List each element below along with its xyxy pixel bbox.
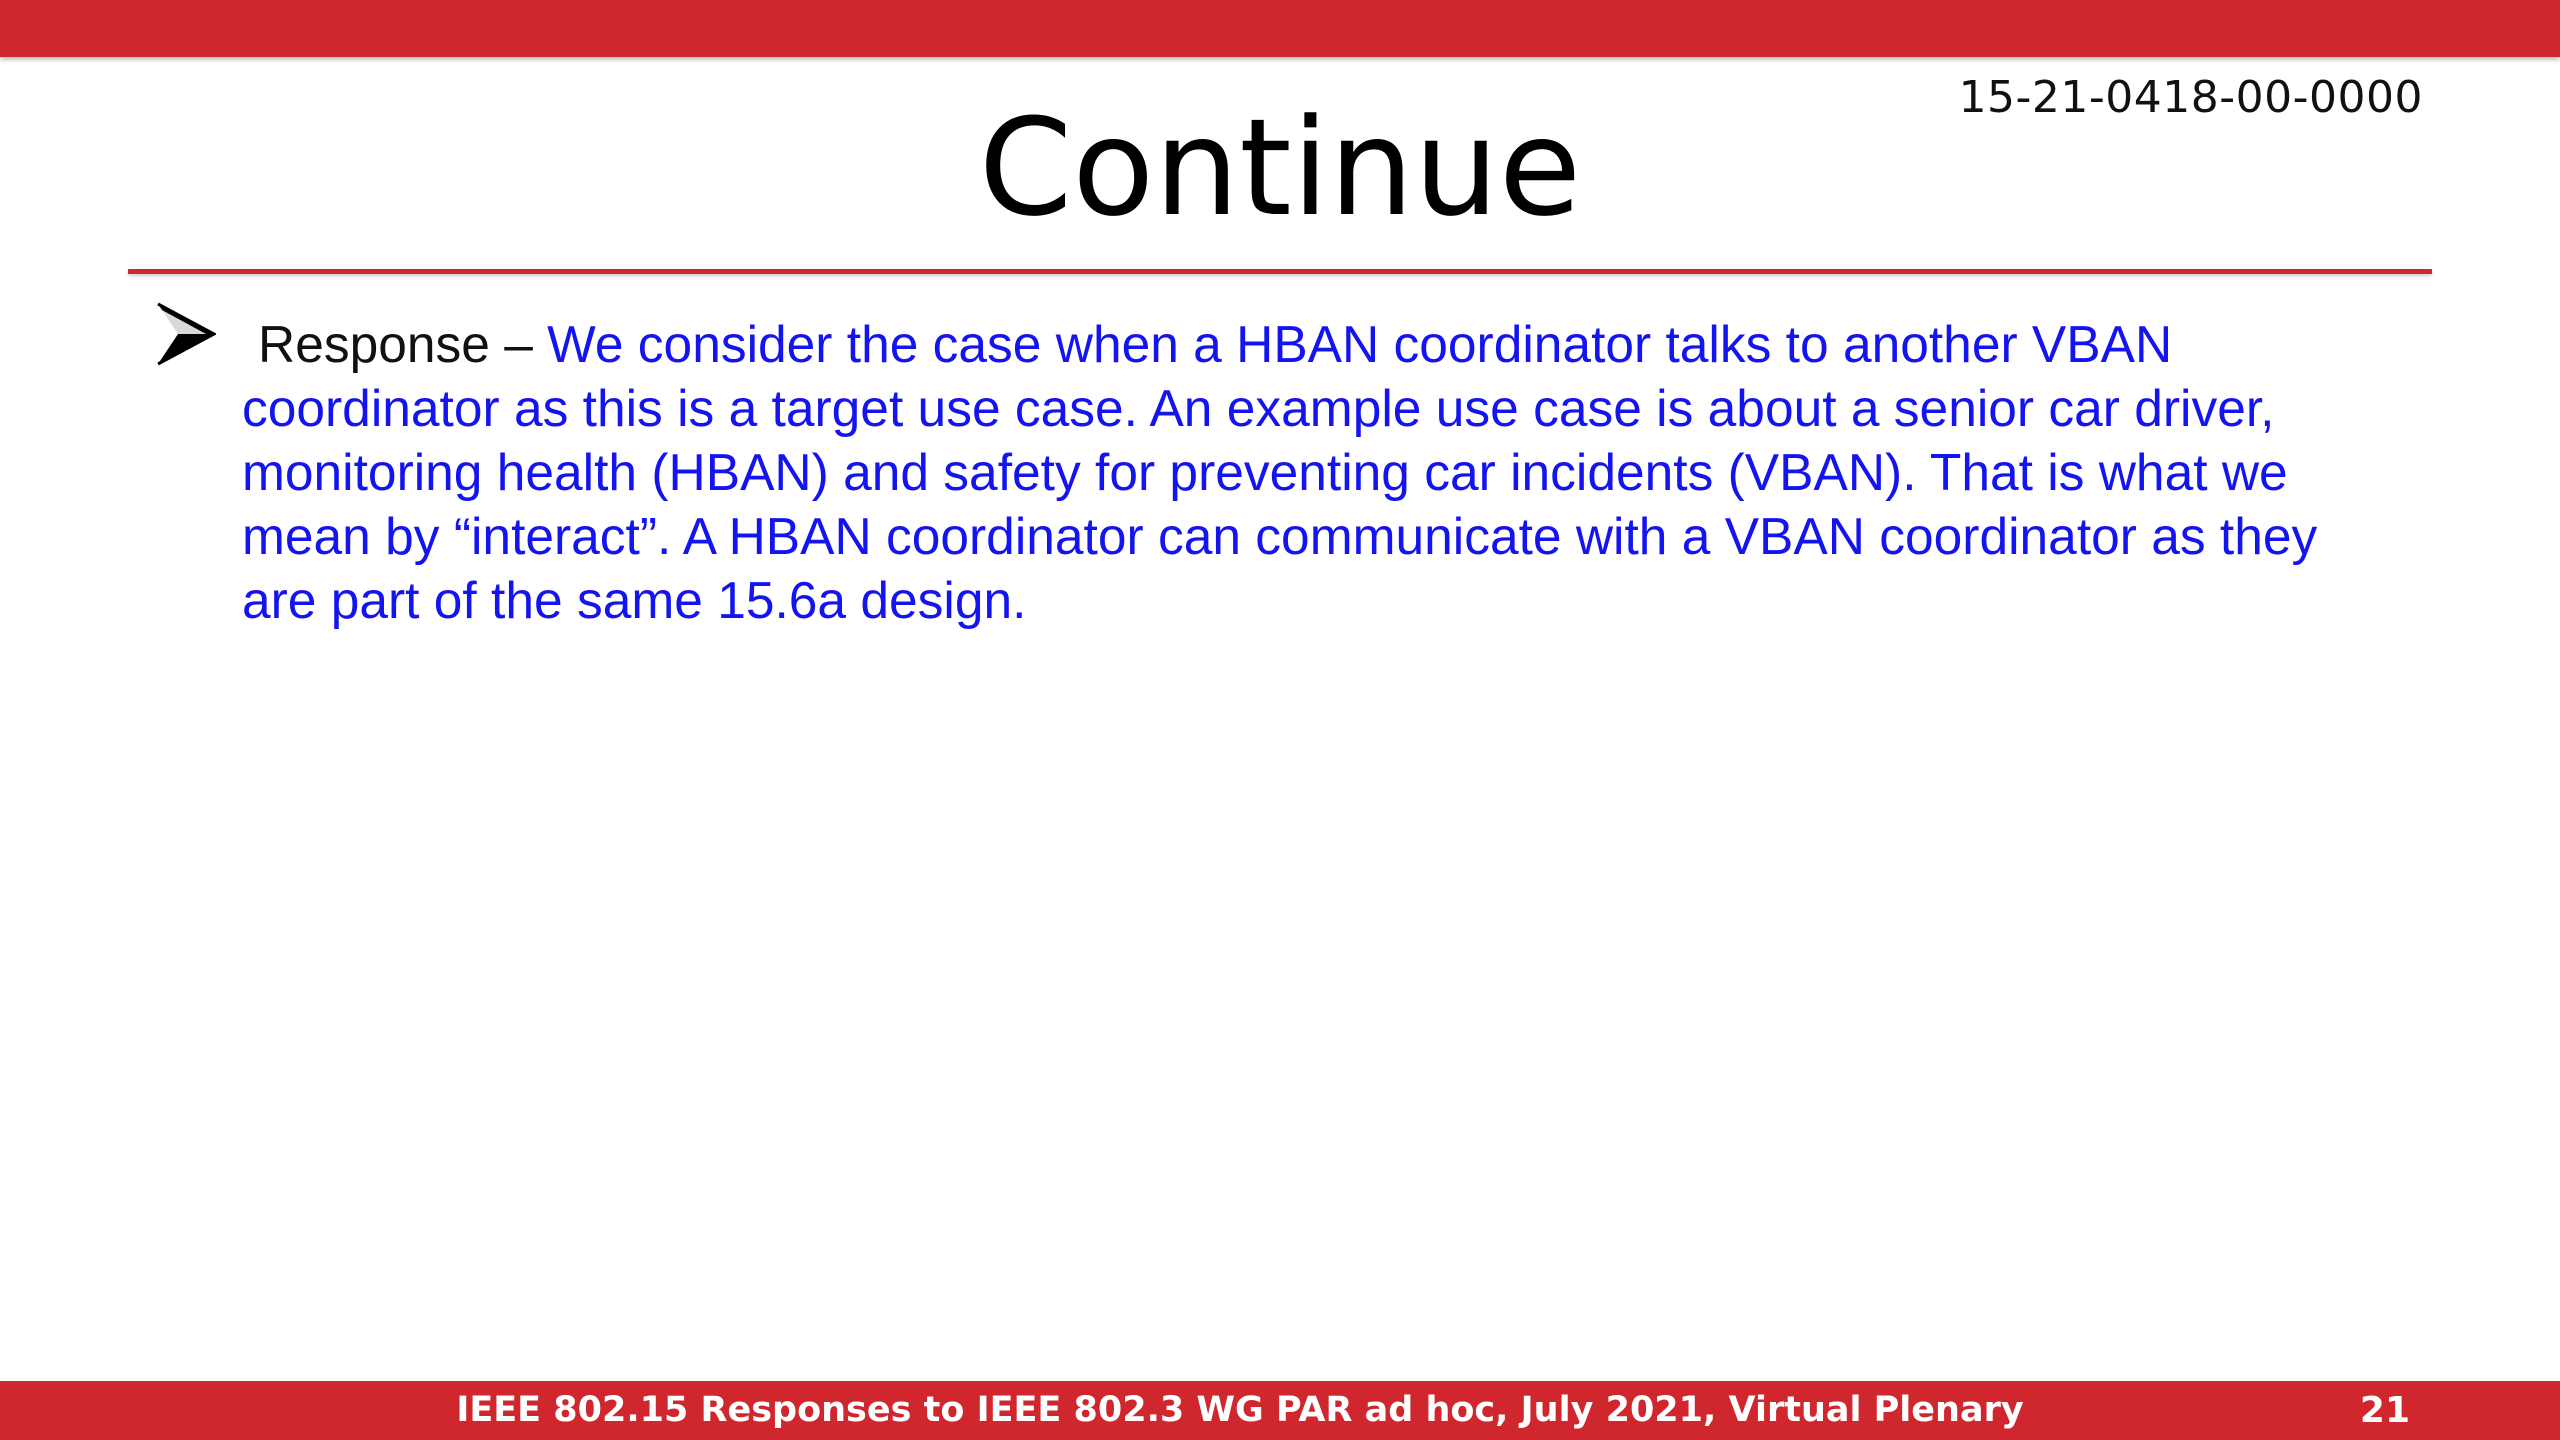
response-text: We consider the case when a HBAN coordinator talks to another VBAN coordinator as this is a target use case. An example use case is about a senior car driver, monitoring health (HBAN) and safety for preventing car incidents (VBAN). That is what we mean by “interact”. A HBAN coordinator can communicate with a VBAN coordinator as they are part of the same 15.6a design.	[242, 315, 2318, 629]
top-banner	[0, 0, 2560, 57]
page-number: 21	[2359, 1390, 2410, 1431]
title-divider	[128, 269, 2432, 274]
response-paragraph	[242, 312, 2392, 632]
slide-title: Continue	[978, 90, 1582, 246]
arrow-bullet-icon	[156, 300, 216, 366]
footer-text: IEEE 802.15 Responses to IEEE 802.3 WG PAR ad hoc, July 2021, Virtual Plenary	[456, 1390, 2024, 1430]
document-number: 15-21-0418-00-0000	[1958, 72, 2423, 123]
footer-banner	[0, 1381, 2560, 1440]
response-lead: Response –	[258, 315, 548, 373]
